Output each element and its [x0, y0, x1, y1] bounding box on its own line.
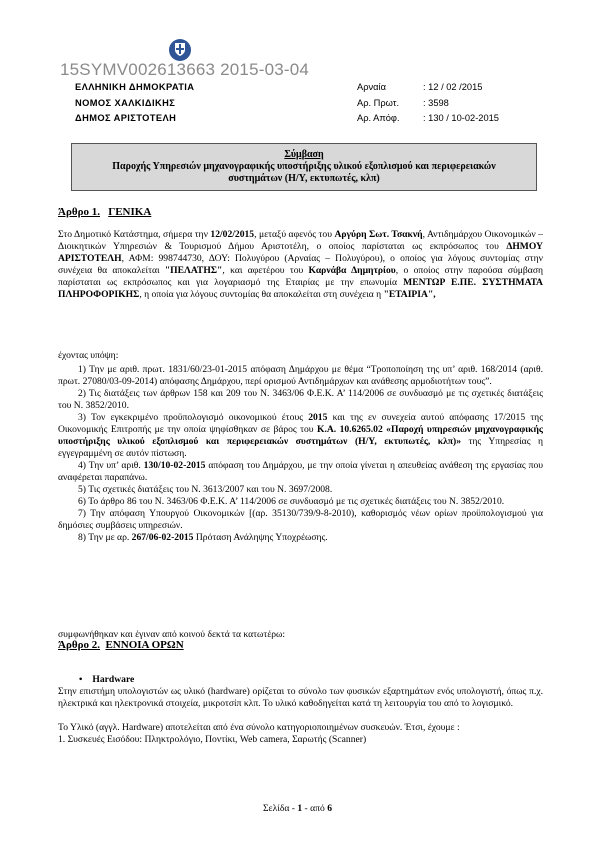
diavgeia-stamp: 15SYMV002613663 2015-03-04 — [60, 60, 310, 79]
text-run: 4) Την υπ’ αριθ. — [78, 460, 144, 471]
article-1-heading — [58, 206, 151, 218]
issuer-header — [75, 80, 194, 127]
text-run: , η οποία για λόγους συντομίας θα αποκαλείται στη συνέχεια η — [139, 289, 384, 300]
text-run: 1) Την με αριθ. πρωτ. 1831/60/23-01-2015 απόφαση Δημάρχου με θέμα “Τροποποίηση της υπ’ αριθ. 168/2014 (αριθ. πρωτ. 27080/03-09-2014) απόφασης Δημάρχου, περί ορισμού Αντιδημάρχων και ανάθεσης αρμοδιοτήτων τους”. — [58, 364, 543, 387]
bold-text-run: "ΠΕΛΑΤΗΣ" — [164, 265, 223, 276]
text-run: 2) Τις διατάξεις των άρθρων 158 και 209 του Ν. 3463/06 Φ.Ε.Κ. Α’ 114/2006 σε συνδυασμό με τις σχετικές διατάξεις του Ν. 3852/2010. — [58, 388, 543, 411]
text-run: απόφαση του Δημάρχου, με την οποία γίνεται η απευθείας ανάθεση της εργασίας που αναφέρεται παραπάνω. — [58, 460, 543, 483]
footer-mid: - από — [302, 803, 328, 814]
contract-title-box — [71, 143, 537, 191]
bold-text-run: Καρνάβα Δημητρίου — [308, 265, 396, 276]
page-number: 1 — [297, 803, 303, 814]
list-item — [58, 460, 543, 484]
page-total: 6 — [327, 803, 333, 814]
text-run: 5) Τις σχετικές διατάξεις του Ν. 3613/2007 και του Ν. 3697/2008. — [78, 484, 333, 495]
text-run: Στο Δημοτικό Κατάστημα, σήμερα την — [58, 229, 211, 240]
bold-text-run: Κ.Α. 10.6265.02 «Παροχή υπηρεσιών μηχανογραφικής υποστήριξης υλικού εξοπλισμού και περιφερειακών συστημάτων (Η/Υ, εκτυπωτές, κλπ)» — [58, 424, 543, 447]
reference-row — [357, 80, 499, 96]
reference-value: : 130 / 10-02-2015 — [423, 113, 499, 123]
article-title: ΕΝΝΟΙΑ ΟΡΩΝ — [105, 639, 184, 651]
having-regard-text: έχοντας υπόψη: — [58, 350, 119, 361]
text-run: , και αφετέρου του — [222, 265, 309, 276]
bold-text-run: 267/06-02-2015 — [131, 532, 194, 543]
list-item — [58, 364, 543, 388]
header-line: ΝΟΜΟΣ ΧΑΛΚΙΔΙΚΗΣ — [75, 97, 176, 108]
text-run: Πρόταση Ανάληψης Υποχρέωσης. — [193, 532, 328, 543]
article-2-heading — [58, 639, 184, 651]
page-footer — [0, 803, 595, 814]
hardware-definition: Στην επιστήμη υπολογιστών ως υλικό (hardware) ορίζεται το σύνολο των φυσικών εξαρτημάτων ενός υπολογιστή, όπως π.χ. ηλεκτρικά και ηλεκτρονικά στοιχεία, μικροτσίπ κλπ. Το υλικό καθοδηγείται κατά τη λειτουργία του από το λογισμικό. — [58, 686, 543, 709]
article-number: Άρθρο 1. — [58, 206, 100, 218]
input-devices-item: 1. Συσκευές Εισόδου: Πληκτρολόγιο, Ποντίκι, Web camera, Σαρωτής (Scanner) — [58, 734, 367, 745]
text-run: 7) Την απόφαση Υπουργού Οικονομικών [(αρ. 35130/739/9-8-2010), καθορισμός νέων ορίων προϋπολογισμού για δημόσιες συμβάσεις υπηρεσιών. — [58, 508, 543, 531]
bold-text-run: 2015 — [308, 412, 328, 423]
article-title: ΓΕΝΙΚΑ — [108, 206, 152, 218]
text-run: 3) Τον εγκεκριμένο προϋπολογισμό οικονομικού έτους — [78, 412, 309, 423]
reference-value: : 3598 — [423, 97, 449, 108]
bold-text-run: ΔΗΜΟΥ ΑΡΙΣΤΟΤΕΛΗ — [58, 241, 543, 264]
reference-row — [357, 96, 499, 112]
greek-emblem-icon — [168, 38, 192, 62]
parties-paragraph — [58, 229, 543, 301]
list-item — [58, 484, 543, 496]
hardware-bullet: • Hardware — [79, 674, 134, 685]
list-item — [58, 496, 543, 508]
reference-label: Αρναία — [357, 82, 386, 92]
list-item — [58, 412, 543, 460]
reference-value: : 12 / 02 /2015 — [423, 82, 483, 92]
text-run: 8) Την με αρ. — [78, 532, 132, 543]
article-number: Άρθρο 2. — [58, 639, 100, 651]
contract-title: Σύμβαση — [284, 149, 324, 160]
list-item — [58, 388, 543, 412]
text-run: , ο οποίος στην παρούσα σύμβαση παρίσταται ως εκπρόσωπος και για λογαριασμό της Εταιρίας με την επωνυμία — [58, 265, 544, 288]
bold-text-run: 12/02/2015 — [210, 229, 255, 240]
header-line: ΔΗΜΟΣ ΑΡΙΣΤΟΤΕΛΗ — [75, 113, 177, 123]
text-run: , Αντιδημάρχου Οικονομικών – Διοικητικών Υπηρεσιών & Τουρισμού Δήμου Αριστοτέλη, ο οποίος παρίσταται ως εκπρόσωπος του — [58, 229, 543, 252]
reference-row — [357, 111, 499, 127]
categories-intro-text: Το Υλικό (αγγλ. Hardware) αποτελείται από ένα σύνολο κατηγοριοποιημένων συσκευών. Έτσι, έχουμε : — [58, 722, 460, 733]
text-run: 6) Το άρθρο 86 του Ν. 3463/06 Φ.Ε.Κ. Α’ 114/2006 σε συνδυασμό με τις σχετικές διατάξεις του Ν. 3852/2010. — [78, 496, 505, 507]
footer-prefix: Σελίδα - — [262, 803, 298, 814]
reference-label: Αρ. Απόφ. — [357, 113, 400, 123]
list-item — [58, 508, 543, 532]
header-line: ΕΛΛΗΝΙΚΗ ΔΗΜΟΚΡΑΤΙΑ — [75, 82, 195, 92]
agreement-text: συμφωνήθηκαν και έγιναν από κοινού δεκτά τα κατωτέρω: — [58, 629, 285, 640]
text-run: και της εν συνεχεία αυτού απόφασης 17/2015 της Οικονομικής Επιτροπής με την οποία ψηφίσθηκαν σε βάρος του — [58, 412, 544, 435]
text-run: της Υπηρεσίας η εγγεγραμμένη σε αυτόν πίστωση. — [58, 436, 544, 459]
reference-label: Αρ. Πρωτ. — [357, 97, 400, 108]
reference-block — [357, 80, 499, 127]
bold-text-run: ΜΕΝΤΩΡ Ε.ΠΕ. ΣΥΣΤΗΜΑΤΑ ΠΛΗΡΟΦΟΡΙΚΗΣ — [58, 277, 543, 300]
text-run: , μεταξύ αφενός του — [254, 229, 335, 240]
bold-text-run: Αργύρη Σωτ. Τσακνή — [334, 229, 423, 240]
text-run: , ΑΦΜ: 998744730, ΔΟΥ: Πολυγύρου (Αρναίας – Πολυγύρου), ο οποίος για λόγους συντομίας στην συνέχεια θα αποκαλείται — [58, 253, 543, 276]
list-item — [58, 532, 543, 544]
considerations-list — [58, 364, 543, 544]
hardware-categories-intro — [58, 722, 543, 746]
contract-subtitle: Παροχής Υπηρεσιών μηχανογραφικής υποστήριξης υλικού εξοπλισμού και περιφερειακών συστημάτων (Η/Υ, εκτυπωτές, κλπ) — [112, 161, 496, 184]
bold-text-run: 130/10-02-2015 — [143, 460, 206, 471]
bold-text-run: "ΕΤΑΙΡΙΑ", — [383, 289, 436, 300]
